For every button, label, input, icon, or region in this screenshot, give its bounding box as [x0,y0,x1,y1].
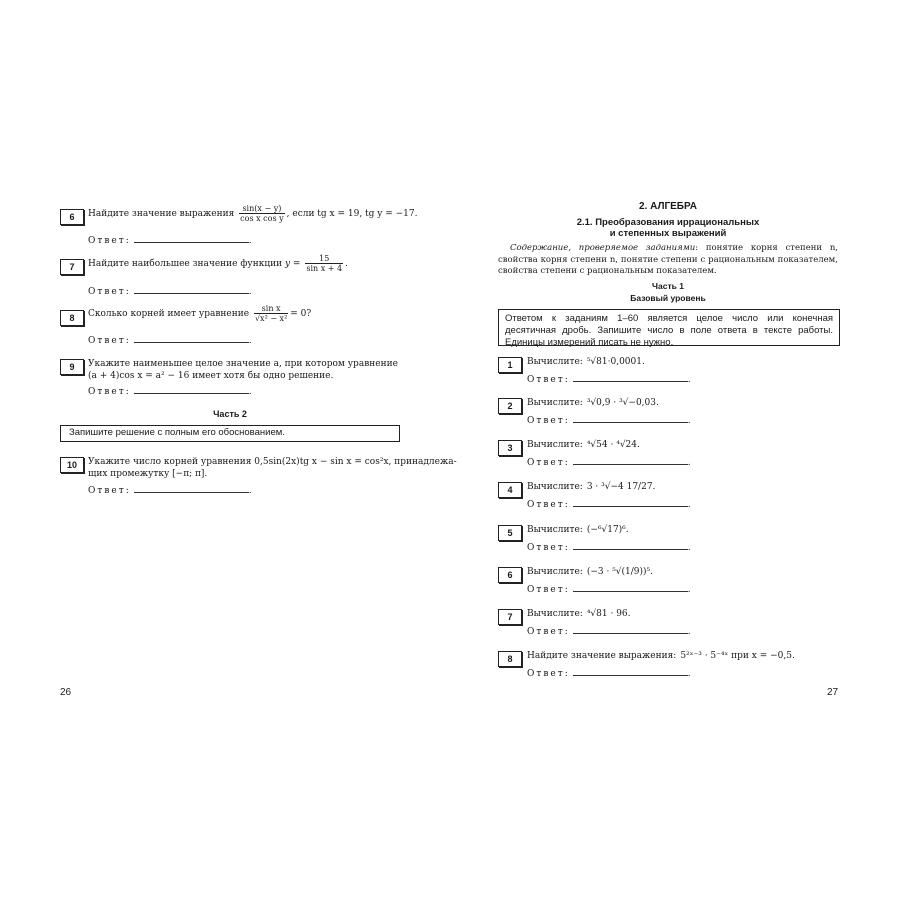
task-label: Вычислите: [527,525,583,535]
task-text-line: щих промежутку [−π; π]. [88,469,208,479]
task-label: Найдите значение выражения: [527,651,677,661]
task-number: 5 [498,525,522,541]
task-text [527,566,653,578]
task-text-line: Укажите наименьшее целое значение a, при котором уравнение [88,359,398,369]
part2-instruction: Запишите решение с полным его обоснованием. [60,425,400,442]
task-text-line: (a + 4)cos x = a² − 16 имеет хотя бы одно решение. [88,371,334,381]
task-expression: 5²ˣ⁻³ · 5⁻⁴ˣ при x = −0,5. [680,651,795,661]
subsection-title: 2.1. Преобразования иррациональных и степенных выражений [576,217,760,239]
task-label: Вычислите: [527,567,583,577]
part2-title: Часть 2 [213,409,247,419]
page-number-left: 26 [60,687,72,698]
answer-line[interactable]: Ответ: . [88,284,254,297]
answer-line[interactable]: Ответ: . [88,483,254,496]
answer-line[interactable]: Ответ: . [527,582,693,595]
task-text-line: Укажите число корней уравнения 0,5sin(2x)tg x − sin x = cos²x, принадлежа- [88,457,457,467]
task-expression: ⁴√81 · 96. [586,609,631,619]
task-expression: 3 · ³√−4 17/27. [586,482,656,492]
task-number: 4 [498,482,522,498]
task-label: Вычислите: [527,440,583,450]
answer-line[interactable]: Ответ: . [527,497,693,510]
answer-line[interactable]: Ответ: . [88,233,254,246]
answer-line[interactable]: Ответ: . [527,455,693,468]
task-number: 8 [498,651,522,667]
task-expression: (−⁶√17)⁶. [586,525,629,535]
answer-line[interactable]: Ответ: . [527,413,693,426]
answer-line[interactable]: Ответ: . [527,540,693,553]
part1-title: Часть 1 [652,281,684,291]
task-text [527,356,645,368]
answer-line[interactable]: Ответ: . [88,333,254,346]
task-number: 3 [498,440,522,456]
task-text [527,650,795,662]
task-text: Найдите значение выражения $\frac{\sin(x - y)}{\text{cos x cos y}}$ , если tg x = 19, tg y = −17. [88,204,418,223]
task-number: 7 [60,259,84,275]
task-expression: ⁴√54 · ⁴√24. [586,440,640,450]
task-number: 6 [498,567,522,583]
task-expression: ⁵√81·0,0001. [586,357,645,367]
page-number-right: 27 [827,687,839,698]
section-title: 2. АЛГЕБРА [638,201,698,212]
task-text [527,439,640,451]
task-label: Вычислите: [527,357,583,367]
task-number: 10 [60,457,84,473]
task-expression: (−3 · ⁵√(1/9))⁵. [586,567,654,577]
instruction-box: Ответом к заданиям 1–60 является целое число или конечная десятичная дробь. Запишите число в поле ответа в тексте работы. Единицы измерений писать не нужно. [498,309,840,346]
task-number: 6 [60,209,84,225]
task-expression: ³√0,9 · ³√−0,03. [586,398,659,408]
task-label: Вычислите: [527,482,583,492]
task-text: Найдите наибольшее значение функции y = $\frac{15}{\text{sin x + 4}}$ . [88,254,348,273]
answer-line[interactable]: Ответ: . [527,666,693,679]
task-label: Вычислите: [527,398,583,408]
task-number: 7 [498,609,522,625]
task-label: Вычислите: [527,609,583,619]
answer-line[interactable]: Ответ: . [88,384,254,397]
task-text [527,524,629,536]
task-text [527,608,631,620]
task-text [527,481,655,493]
task-number: 1 [498,357,522,373]
answer-line[interactable]: Ответ: . [527,372,693,385]
task-number: 8 [60,310,84,326]
answer-line[interactable]: Ответ: . [527,624,693,637]
task-text [527,397,659,409]
content-description: Содержание, проверяемое заданиями: понятие корня степени n, свойства корня степени n, понятие степени с рациональным показателем, свойства степени с рациональным показателем. [498,243,838,276]
task-text: Сколько корней имеет уравнение $\frac{\text{sin x}}{\text{√x² − x²}}$ = 0? [88,304,312,323]
level-title: Базовый уровень [630,293,706,303]
task-number: 9 [60,359,84,375]
task-number: 2 [498,398,522,414]
